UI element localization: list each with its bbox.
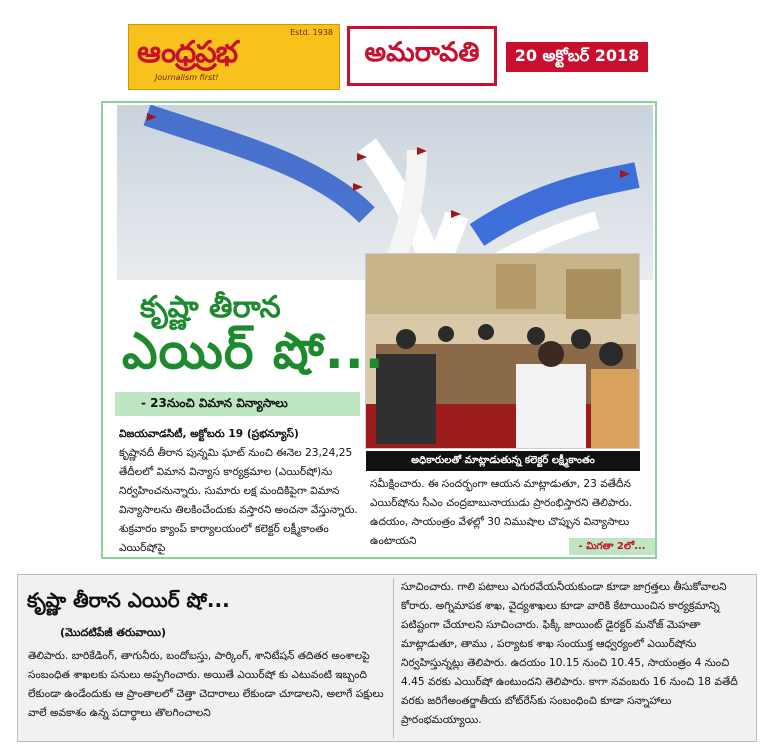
continuation-label: (మొదటిపేజీ తరువాయి) bbox=[60, 626, 167, 639]
article-para-1: కృష్ణానదీ తీరాన పున్నమి ఘాట్ నుంచి ఈనెల 23,24,25 తేదీలలో విమాన విన్యాస కార్యక్రమాల (ఎయిర్‌షో)ను నిర్వహించనున్నారు. సుమారు లక్ష మందికిపైగా విమాన విన్యాసాలను తిలకించేందుకు వస్తారని అంచనా వేస్తున్నారు. శుక్రవారం క్యాంప్ కార్యాలయంలో కలెక్టర్ లక్ష్మీకాంతం ఎయిర్‌షోపై bbox=[119, 447, 358, 554]
headline-line-2: ఎయిర్ షో... bbox=[122, 322, 385, 380]
dateline: విజయవాడసిటీ, అక్టోబరు 19 (ప్రభన్యూస్) bbox=[119, 428, 299, 440]
continuation-para-right: సూచించారు. గాలి పటాలు ఎగురవేయనీయకుండా కూడా జాగ్రత్తలు తీసుకోవాలని కోరారు. అగ్నిమాపక శాఖ, వైద్యశాఖలు కూడా వారికి కేటాయించిన కార్యక్రమాన్ని పటిష్టంగా చేయాలని సూచించారు. ఫిక్కీ జాయింట్ డైరక్టర్ మనోజ్ మెహతా మాట్లాడుతూ, తాము , పర్యాటక శాఖ సంయుక్త ఆధ్వర్యంలో ఎయిర్‌షోను నిర్వహిస్తున్నట్లు తెలిపారు. ఉదయం 10.15 నుంచి 10.45, సాయంత్రం 4 నుంచి 4.45 వరకు ఎయిర్‌షో ఉంటుందని తెలిపారు. కాగా నవంబరు 16 నుంచి 18 వతేదీ వరకు జరిగేఅంతర్జాతీయ బోట్‌రేస్‌కు సంబంధించి కూడా సన్నాహాలు ప్రారంభమయ్యాయి. bbox=[401, 581, 738, 726]
continued-label: - మిగతా 2లో... bbox=[569, 538, 655, 555]
continuation-para-left: తెలిపారు. బారికేడింగ్, తాగునీరు, బందోబస్తు, పార్కింగ్, శానిటేషన్ తదితర అంశాలపై సంబంధిత శాఖలకు పనులు అప్పగించారు. అయితే ఎయిర్‌షో కు ఎటువంటి ఇబ్బంది లేకుండా ఉండేందుకు ఆ ప్రాంతాలలో చెత్తా చెదారాలు లేకుండా చూడాలని, అలాగే పక్షులు వాలే అవకాశం ఉన్న పదార్థాలు తొలగించాలని bbox=[28, 650, 384, 719]
headline-line-1: కృష్ణా తీరాన bbox=[140, 290, 281, 325]
article-body-col1 bbox=[119, 425, 364, 558]
newspaper-logo bbox=[128, 24, 340, 90]
logo-tagline: Journalism first! bbox=[155, 73, 219, 82]
subheadline: - 23నుంచి విమాన విన్యాసాలు bbox=[115, 392, 360, 416]
photo-caption: అధికారులతో మాట్లాడుతున్న కలెక్టర్ లక్ష్మీకాంతం bbox=[366, 451, 640, 471]
column-divider bbox=[393, 578, 394, 738]
edition-date: 20 అక్టోబర్ 2018 bbox=[506, 42, 648, 72]
logo-name: ఆంధ్రప్రభ bbox=[137, 35, 238, 70]
logo-established: Estd. 1938 bbox=[290, 28, 333, 37]
edition-city: అమరావతి bbox=[347, 26, 497, 86]
article-para-2: సమీక్షించారు. ఈ సందర్భంగా ఆయన మాట్లాడుతూ, 23 వతేదీన ఎయిర్‌షోను సీఎం చంద్రబాబునాయుడు ప్రారంభిస్తారని తెలిపారు. ఉదయం, సాయంత్రం వేళల్లో 30 నిముషాల చొప్పున విన్యాసాలు ఉంటాయని bbox=[370, 478, 633, 547]
meeting-photo bbox=[365, 253, 640, 449]
continuation-headline: కృష్ణా తీరాన ఎయిర్ షో... bbox=[27, 588, 230, 612]
